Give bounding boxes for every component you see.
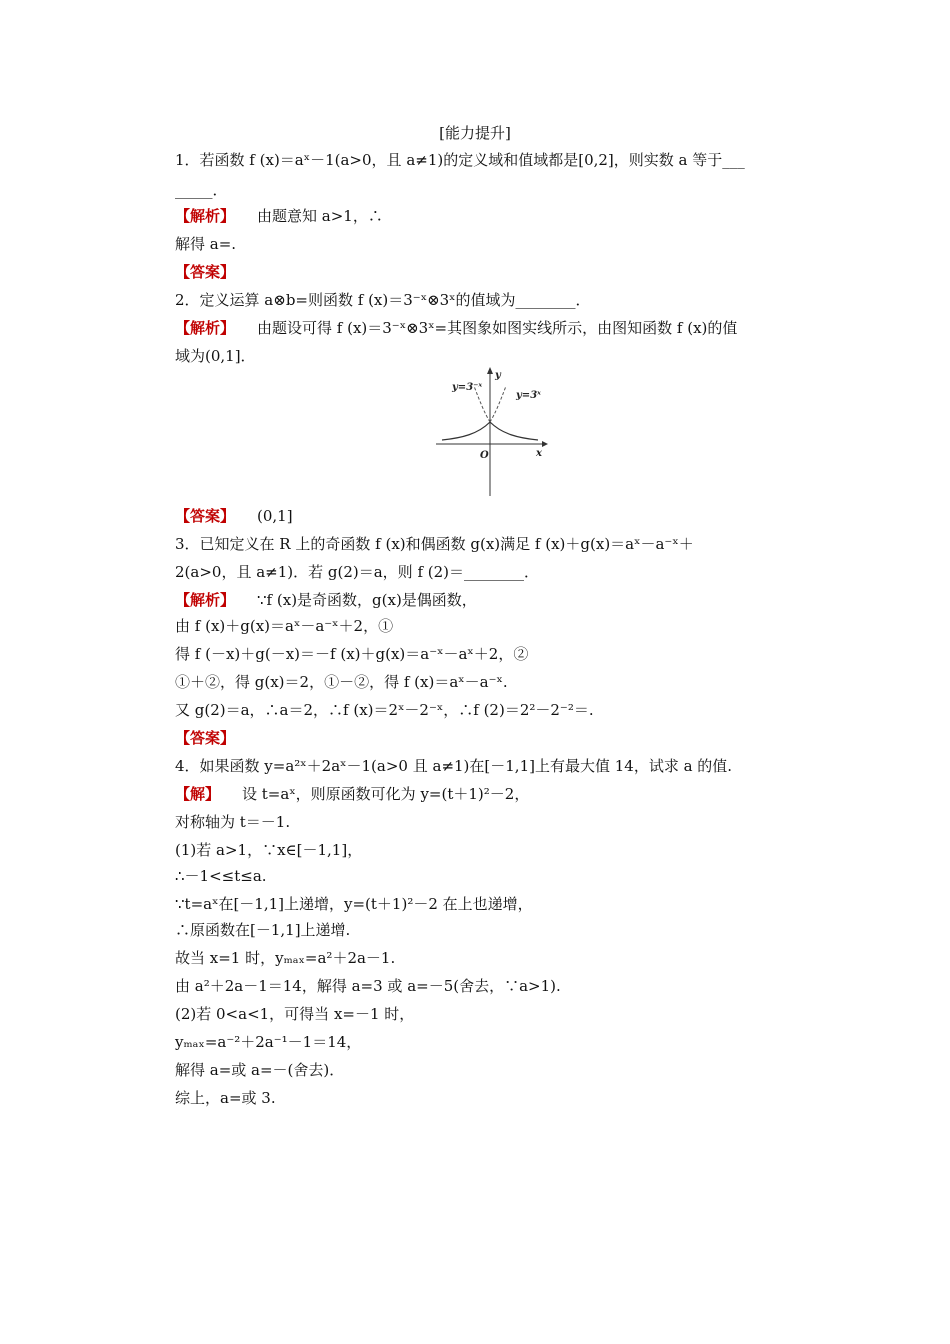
section-tag: 【答案】 — [175, 507, 236, 525]
line-text: 2(a>0，且 a≠1)．若 g(2)＝a，则 f (2)＝________． — [175, 563, 540, 581]
line-text: (2)若 0<a<1，可得当 x=－1 时， — [175, 1005, 415, 1023]
label-origin: O — [480, 450, 489, 461]
line-text: 由题意知 a>1，∴ — [257, 207, 383, 225]
line-text: (0,1] — [257, 507, 293, 525]
text-line — [175, 920, 350, 940]
line-text: 综上，a=或 3. — [175, 1089, 276, 1107]
text-line — [175, 700, 594, 720]
line-text: 域为(0,1]． — [175, 347, 256, 365]
y-axis-arrow — [487, 367, 493, 374]
text-line — [175, 180, 228, 200]
text-line — [175, 1088, 276, 1108]
label-y-3-neg-x: y=3⁻ˣ — [452, 382, 483, 393]
line-text: 故当 x=1 时，yₘₐₓ=a²＋2a－1. — [175, 949, 396, 967]
solid-curve-right — [490, 422, 538, 440]
line-text: (1)若 a>1，∵x∈[－1,1]， — [175, 841, 363, 859]
text-line — [175, 616, 393, 636]
text-line — [175, 1060, 344, 1080]
solid-curve-left — [442, 422, 490, 440]
line-text: _____． — [175, 181, 228, 199]
line-text: 解得 a=或 a=－(舍去)． — [175, 1061, 345, 1079]
text-line — [175, 534, 694, 554]
text-line — [175, 346, 256, 366]
text-line — [175, 262, 257, 282]
line-text: ∴原函数在[－1,1]上递增. — [175, 921, 351, 939]
text-line — [175, 590, 477, 610]
text-line — [175, 756, 732, 776]
section-tag: 【答案】 — [175, 729, 236, 747]
line-text: 2．定义运算 a⊗b=则函数 f (x)＝3⁻ˣ⊗3ˣ的值域为________． — [175, 291, 591, 309]
section-tag: 【解析】 — [175, 591, 236, 609]
text-line — [175, 840, 362, 860]
line-text: 得 f (－x)＋g(－x)＝－f (x)＋g(x)＝a⁻ˣ－aˣ＋2，② — [175, 645, 529, 663]
line-text: ∵t=aˣ在[－1,1]上递增，y=(t＋1)²－2 在上也递增， — [175, 895, 533, 913]
line-text: 由 f (x)＋g(x)＝aˣ－a⁻ˣ＋2，① — [175, 617, 394, 635]
line-text: ①＋②，得 g(x)＝2，①－②，得 f (x)＝aˣ－a⁻ˣ. — [175, 673, 508, 691]
line-text: 又 g(2)＝a，∴a＝2，∴f (x)＝2ˣ－2⁻ˣ，∴f (2)＝2²－2⁻²＝. — [175, 701, 594, 719]
label-y-axis: y — [495, 370, 501, 381]
text-line — [175, 976, 561, 996]
section-title: [能力提升] — [439, 124, 511, 142]
line-text: 解得 a=. — [175, 235, 237, 253]
text-line — [175, 206, 383, 226]
text-line — [175, 644, 528, 664]
text-line — [175, 784, 529, 804]
line-text: 3．已知定义在 R 上的奇函数 f (x)和偶函数 g(x)满足 f (x)＋g(x)＝aˣ－a⁻ˣ＋ — [175, 535, 694, 553]
text-line — [175, 948, 395, 968]
section-tag: 【解析】 — [175, 319, 236, 337]
text-line — [175, 1004, 414, 1024]
text-line — [175, 290, 591, 310]
dashed-curve-left — [490, 386, 506, 422]
line-text: ∵f (x)是奇函数，g(x)是偶函数， — [257, 591, 477, 609]
line-text: 1．若函数 f (x)＝aˣ－1(a>0，且 a≠1)的定义域和值域都是[0,2]，则实数 a 等于___ — [175, 151, 745, 169]
text-line — [175, 562, 539, 582]
line-text: 由 a²＋2a－1＝14，解得 a=3 或 a=－5(舍去，∵a>1). — [175, 977, 561, 995]
line-text: ∴－1<≤t≤a. — [175, 867, 267, 885]
text-line — [175, 150, 745, 170]
text-line — [175, 234, 236, 254]
label-x-axis: x — [536, 448, 542, 459]
line-text: 4．如果函数 y=a²ˣ＋2aˣ－1(a>0 且 a≠1)在[－1,1]上有最大值 14，试求 a 的值. — [175, 757, 733, 775]
section-tag: 【答案】 — [175, 263, 236, 281]
text-line — [175, 318, 737, 338]
text-line — [175, 672, 508, 692]
text-line — [175, 866, 267, 886]
text-line — [175, 894, 533, 914]
line-text: yₘₐₓ=a⁻²＋2a⁻¹－1＝14， — [175, 1033, 362, 1051]
line-text: 对称轴为 t＝－1. — [175, 813, 291, 831]
text-line — [175, 1032, 361, 1052]
x-axis-arrow — [542, 441, 548, 447]
label-y-3-x: y=3ˣ — [516, 390, 541, 401]
section-tag: 【解】 — [175, 785, 221, 803]
section-tag: 【解析】 — [175, 207, 236, 225]
line-text: 由题设可得 f (x)＝3⁻ˣ⊗3ˣ=其图象如图实线所示，由图知函数 f (x)的值 — [257, 319, 738, 337]
text-line — [175, 506, 293, 526]
line-text: 设 t=aˣ，则原函数可化为 y=(t＋1)²－2， — [242, 785, 530, 803]
text-line — [175, 812, 290, 832]
text-line — [175, 728, 257, 748]
exponential-graph-figure — [432, 364, 550, 498]
